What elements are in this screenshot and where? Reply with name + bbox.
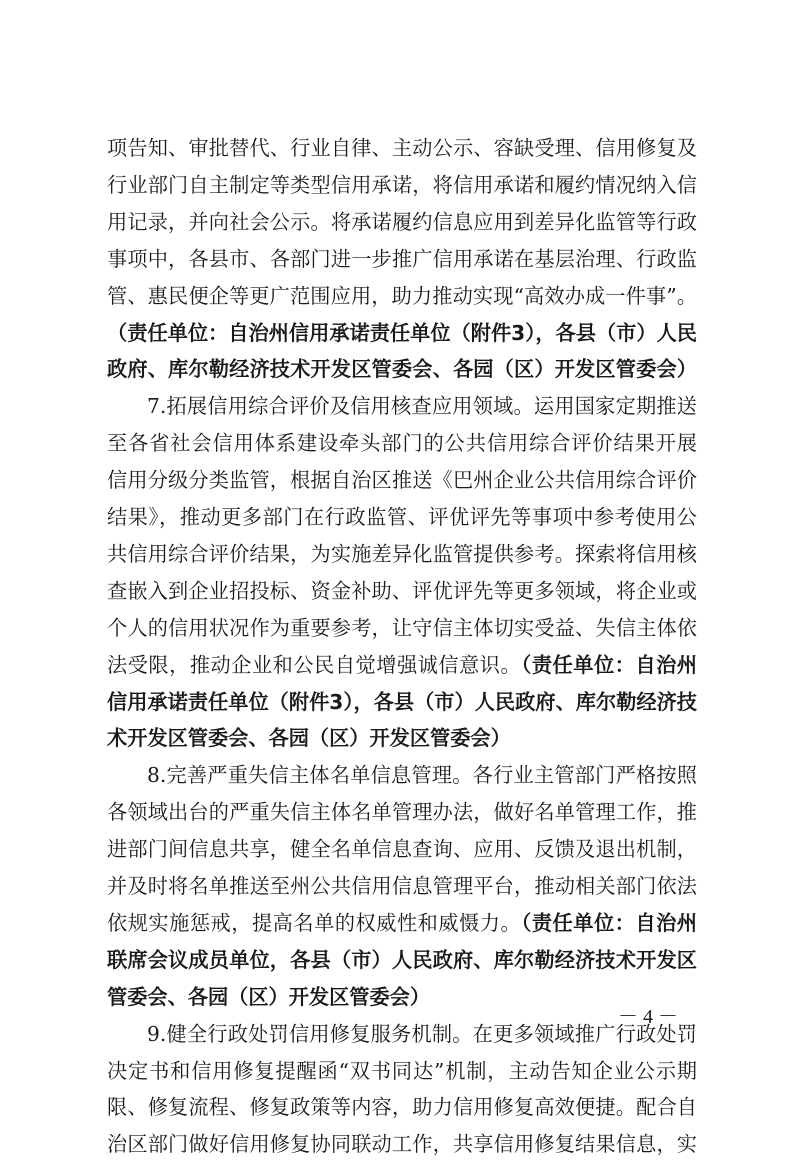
body-text-segment: 结果》，推动更多部门在行政监管、评优评先等事项中参考使用公 [107,505,697,529]
body-text-segment: 行业部门自主制定等类型信用承诺，将信用承诺和履约情况纳入信 [107,172,697,197]
text-line [107,278,697,314]
body-text-segment: 项告知、审批替代、行业自律、主动公示、容缺受理、信用修复及 [107,136,697,160]
text-line [107,130,697,166]
responsible-unit-text: （责任单位：自治州信用承诺责任单位（附件3），各县（市）人民 [107,320,697,345]
text-line [107,573,697,609]
text-line [107,1089,697,1125]
text-line [107,905,697,941]
text-line [107,388,697,424]
text-line [107,979,697,1015]
body-text-segment: 依规实施惩戒，提高名单的权威性和威慑力。 [107,910,522,935]
body-text-segment: 各领域出台的严重失信主体名单管理办法，做好名单管理工作，推 [107,800,697,825]
text-line [107,684,697,720]
text-line [107,536,697,572]
text-line [107,942,697,978]
text-line [107,831,697,867]
body-text-segment: 用记录，并向社会公示。将承诺履约信息应用到差异化监管等行政 [107,209,697,234]
text-line [107,757,697,793]
responsible-unit-text: 政府、库尔勒经济技术开发区管委会、各园（区）开发区管委会） [107,357,697,382]
text-line [107,610,697,646]
body-text-segment: 治区部门做好信用修复协同联动工作，共享信用修复结果信息，实 [107,1132,697,1157]
responsible-unit-text: （责任单位：自治州 [521,910,697,935]
text-line [107,1053,697,1089]
text-line [107,720,697,756]
body-text-segment: 信用分级分类监管，根据自治区推送《巴州企业公共信用综合评价 [107,468,697,493]
text-line [107,647,697,683]
text-line [107,204,697,240]
text-line [107,241,697,277]
text-line [107,425,697,461]
body-text-segment: 进部门间信息共享，健全名单信息查询、应用、反馈及退出机制， [107,837,697,862]
body-text-segment: 8.完善严重失信主体名单信息管理。各行业主管部门严格按照 [147,763,697,788]
body-text-segment: 事项中，各县市、各部门进一步推广信用承诺在基层治理、行政监 [107,246,697,271]
body-text-segment: 管、惠民便企等更广范围应用，助力推动实现“高效办成一件事”。 [107,283,697,308]
text-line [107,868,697,904]
responsible-unit-text: （责任单位：自治州 [521,652,697,677]
body-text-segment: 共信用综合评价结果，为实施差异化监管提供参考。探索将信用核 [107,541,697,566]
text-line [107,1126,697,1162]
responsible-unit-text: 联席会议成员单位，各县（市）人民政府、库尔勒经济技术开发区 [107,947,697,972]
text-line [107,167,697,203]
text-line [107,351,697,387]
body-text-segment: 限、修复流程、修复政策等内容，助力信用修复高效便捷。配合自 [107,1095,697,1120]
text-line [107,315,697,351]
body-text-segment: 并及时将名单推送至州公共信用信息管理平台，推动相关部门依法 [107,874,697,898]
text-line [107,1016,697,1052]
responsible-unit-text: 信用承诺责任单位（附件3），各县（市）人民政府、库尔勒经济技 [107,689,697,714]
responsible-unit-text: 管委会、各园（区）开发区管委会） [107,984,431,1009]
text-line [107,499,697,535]
text-line [107,462,697,498]
body-text-segment: 7.拓展信用综合评价及信用核查应用领域。运用国家定期推送 [147,394,697,419]
text-line [107,794,697,830]
body-text-segment: 决定书和信用修复提醒函“双书同达”机制，主动告知企业公示期 [107,1058,697,1083]
body-text-segment: 至各省社会信用体系建设牵头部门的公共信用综合评价结果开展 [107,431,697,456]
body-text-segment: 法受限，推动企业和公民自觉增强诚信意识。 [107,652,522,677]
page-number: － 4 － [618,1006,678,1028]
responsible-unit-text: 术开发区管委会、各园（区）开发区管委会） [107,726,511,751]
body-text-segment: 个人的信用状况作为重要参考，让守信主体切实受益、失信主体依 [107,615,697,640]
body-text-segment: 查嵌入到企业招投标、资金补助、评优评先等更多领域，将企业或 [107,578,697,603]
body-text-segment: 9.健全行政处罚信用修复服务机制。在更多领域推广行政处罚 [147,1021,697,1046]
